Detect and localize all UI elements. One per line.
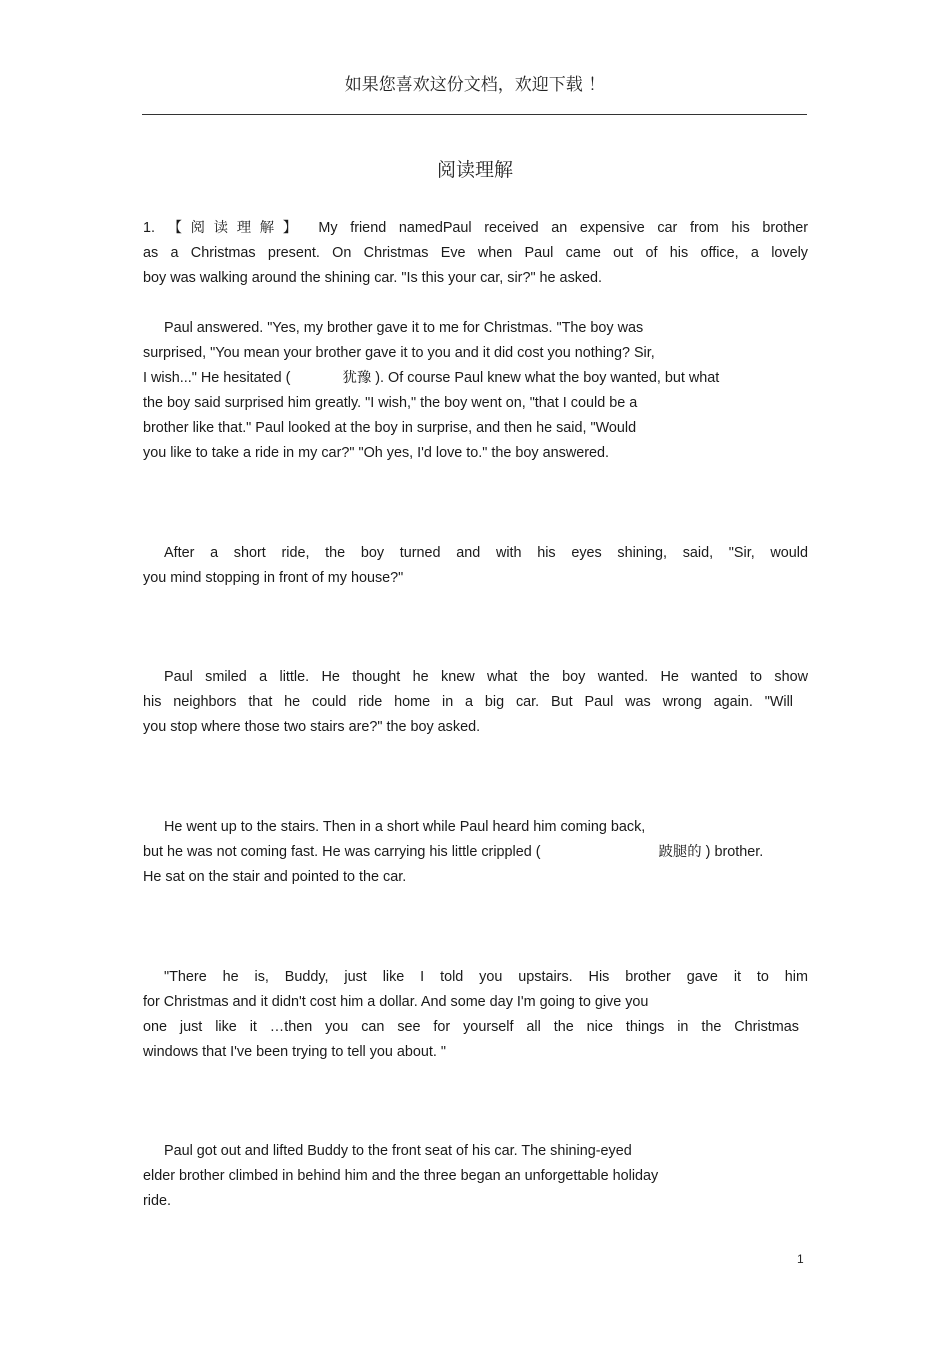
paragraph-line: for Christmas and it didn't cost him a dollar. And some day I'm going to give you (143, 994, 649, 1010)
line-segment: 犹豫 ). Of course Paul knew what the boy wanted, but what (342, 370, 720, 386)
paragraph-1 (143, 216, 808, 291)
line-segment: 跛腿的 ) brother. (658, 844, 764, 860)
paragraph-line: you mind stopping in front of my house?" (143, 570, 404, 586)
page-number: 1 (797, 1252, 804, 1266)
paragraph-4 (143, 665, 808, 740)
paragraph-line (143, 366, 808, 391)
paragraph-line: 1. 【阅读理解】 My friend namedPaul received an expensive car from his brother (143, 220, 808, 236)
paragraph-line: brother like that." Paul looked at the boy in surprise, and then he said, "Would (143, 420, 637, 436)
paragraph-line: the boy said surprised him greatly. "I wish," the boy went on, "that I could be a (143, 395, 638, 411)
paragraph-7 (143, 1139, 808, 1214)
paragraph-line: one just like it …then you can see for yourself all the nice things in the Christmas (143, 1019, 799, 1035)
paragraph-5 (143, 815, 808, 890)
paragraph-line: you like to take a ride in my car?" "Oh yes, I'd love to." the boy answered. (143, 445, 610, 461)
paragraph-line: After a short ride, the boy turned and with his eyes shining, said, "Sir, would (164, 545, 808, 561)
paragraph-6 (143, 965, 808, 1065)
paragraph-line: He sat on the stair and pointed to the car. (143, 869, 407, 885)
line-segment: but he was not coming fast. He was carrying his little crippled ( (143, 844, 541, 860)
document-title: 阅读理解 (436, 159, 513, 181)
paragraph-line: surprised, "You mean your brother gave it to you and it did cost you nothing? Sir, (143, 345, 655, 361)
paragraph-line: as a Christmas present. On Christmas Eve when Paul came out of his office, a lovely (143, 245, 808, 261)
page-header: 如果您喜欢这份文档，欢迎下载 ！ (344, 75, 606, 95)
paragraph-line: Paul answered. "Yes, my brother gave it to me for Christmas. "The boy was (164, 320, 644, 336)
paragraph-line: you stop where those two stairs are?" the boy asked. (143, 719, 481, 735)
paragraph-line (143, 840, 808, 865)
paragraph-3 (143, 541, 808, 591)
paragraph-line: ride. (143, 1193, 171, 1209)
paragraph-2 (143, 316, 808, 466)
paragraph-line: He went up to the stairs. Then in a short while Paul heard him coming back, (164, 819, 646, 835)
paragraph-line: his neighbors that he could ride home in a big car. But Paul was wrong again. "Will (143, 694, 793, 710)
paragraph-line: boy was walking around the shining car. "Is this your car, sir?" he asked. (143, 270, 602, 286)
paragraph-line: Paul smiled a little. He thought he knew what the boy wanted. He wanted to show (164, 669, 808, 685)
paragraph-line: windows that I've been trying to tell you about. " (143, 1044, 447, 1060)
line-segment: I wish..." He hesitated ( (143, 370, 291, 386)
paragraph-line: "There he is, Buddy, just like I told you upstairs. His brother gave it to him (164, 969, 808, 985)
paragraph-line: Paul got out and lifted Buddy to the front seat of his car. The shining-eyed (164, 1143, 632, 1159)
header-rule (142, 114, 807, 115)
paragraph-line: elder brother climbed in behind him and the three began an unforgettable holiday (143, 1168, 659, 1184)
